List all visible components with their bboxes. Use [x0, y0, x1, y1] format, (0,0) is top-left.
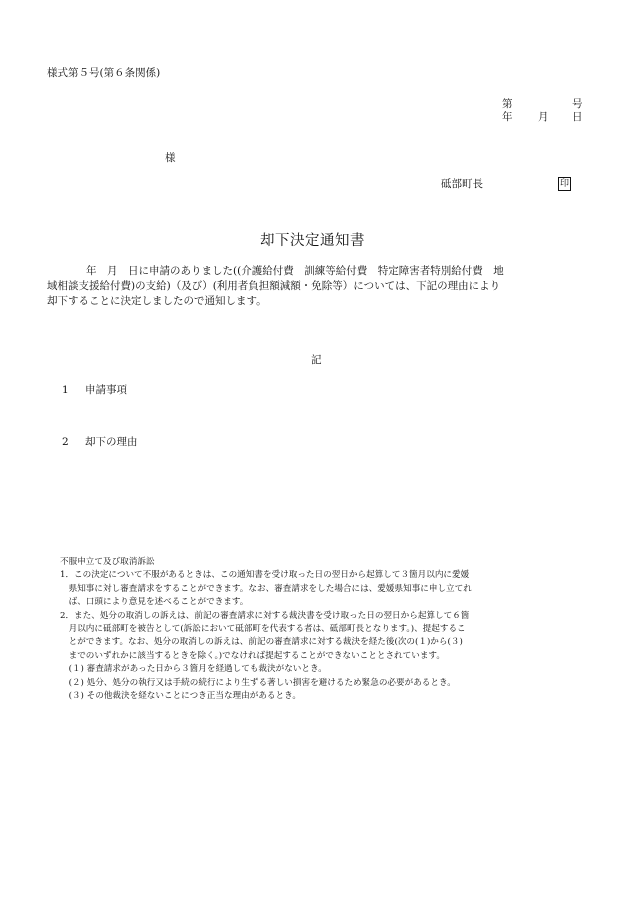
notes-heading: 不服申立て及び取消訴訟 — [60, 557, 155, 567]
notes-section — [60, 556, 472, 703]
date-year: 年 — [502, 111, 513, 123]
notes-line: (３) その他裁決を経ないことにつき正当な理由があるとき。 — [60, 691, 301, 702]
addressee-suffix: 様 — [165, 152, 176, 164]
notes-line: ば、口頭により意見を述べることができます。 — [60, 597, 249, 608]
doc-number-prefix: 第 — [502, 98, 513, 110]
notes-line: (１) 審査請求があった日から３箇月を経過しても裁決がないとき。 — [60, 664, 327, 675]
item-1-label: 申請事項 — [85, 384, 127, 396]
date-month: 月 — [538, 111, 549, 123]
notes-line: とができます。なお、処分の取消しの訴えは、前記の審査請求に対する裁決を経た後(次の(１)から(３) — [60, 637, 463, 648]
notes-line: 1．この決定について不服があるときは、この通知書を受け取った日の翌日から起算して３箇月以内に愛媛 — [60, 570, 470, 581]
issuer: 砥部町長 — [441, 178, 483, 190]
notes-line: 2．また、処分の取消しの訴えは、前記の審査請求に対する裁決書を受け取った日の翌日から起算して６箇 — [60, 610, 470, 621]
notes-line: までのいずれかに該当するときを除く。)でなければ提起することができないこととされています。 — [60, 650, 445, 661]
seal-stamp: 印 — [559, 179, 569, 189]
notes-line: 月以内に砥部町を被告として(訴訟において砥部町を代表する者は、砥部町長となります。)、提起するこ — [60, 624, 466, 635]
date-day: 日 — [572, 111, 583, 123]
document-title: 却下決定通知書 — [260, 233, 365, 249]
ki-heading: 記 — [311, 354, 322, 366]
form-number: 様式第５号(第６条関係) — [47, 67, 161, 79]
notes-line: 県知事に対し審査請求をすることができます。なお、審査請求をした場合には、愛媛県知事に申し立てれ — [60, 583, 472, 594]
item-2-number: 2 — [62, 436, 69, 448]
doc-number-suffix: 号 — [572, 98, 583, 110]
item-1-number: 1 — [62, 384, 69, 396]
body-line-1: 年 月 日に申請のありました((介護給付費 訓練等給付費 特定障害者特別給付費 地 — [86, 265, 504, 277]
body-line-3: 却下することに決定しましたので通知します。 — [47, 295, 267, 307]
item-2-label: 却下の理由 — [85, 436, 138, 448]
body-line-2: 域相談支援給付費)の支給)（及び）(利用者負担額減額・免除等）については、下記の理由により — [47, 280, 501, 292]
notes-line: (２) 処分、処分の執行又は手続の続行により生ずる著しい損害を避けるため緊急の必要があるとき。 — [60, 677, 456, 688]
